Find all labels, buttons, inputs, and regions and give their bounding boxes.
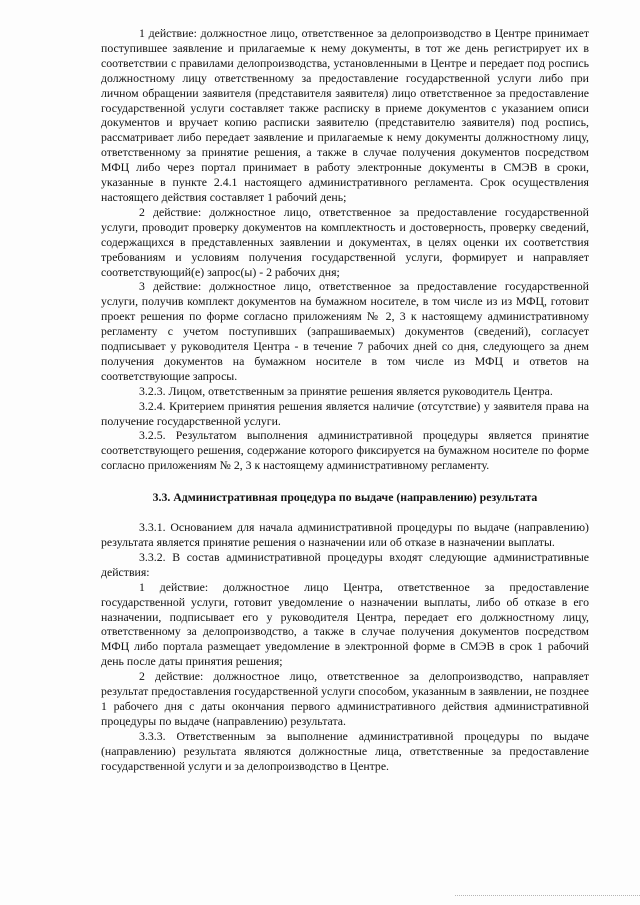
paragraph-3-2-4: 3.2.4. Критерием принятия решения является наличие (отсутствие) у заявителя права на получение государственной услуги. xyxy=(101,398,589,428)
paragraph-3-3-1: 3.3.1. Основанием для начала административной процедуры по выдаче (направлению) результата является принятие решения о назначении или об отказе в назначении выплаты. xyxy=(101,520,589,549)
paragraph-3-2-3: 3.2.3. Лицом, ответственным за принятие решения является руководитель Центра. xyxy=(139,383,553,398)
paragraph-3-3-2-action-1: 1 действие: должностное лицо Центра, ответственное за предоставление государственной услуги, готовит уведомление о назначении выплаты, либо об отказе в его назначении, подписывает его у руководителя Центра, передает его должностному лицу, ответственному за делопроизводство, а также в случае получения документов посредством МФЦ либо портала размещает уведомление в электронной форме в СМЭВ в срок 1 рабочий день после даты принятия решения; xyxy=(101,579,589,669)
paragraph-3-3-2-action-2: 2 действие: должностное лицо, ответственное за делопроизводство, направляет результат предоставления государственной услуги способом, указанным в заявлении, не позднее 1 рабочего дня с даты окончания первого административного действия административной процедуры по выдаче (направлению) результата. xyxy=(101,669,589,728)
paragraph-3-3-3: 3.3.3. Ответственным за выполнение административной процедуры по выдаче (направлению) результата являются должностные лица, ответственные за предоставление государственной услуги и за делопроизводство в Центре. xyxy=(101,728,589,773)
document-body xyxy=(101,26,589,774)
section-heading-3-3: 3.3. Административная процедура по выдаче (направлению) результата xyxy=(152,490,538,505)
scan-edge-line xyxy=(455,895,640,896)
paragraph-3-2-5: 3.2.5. Результатом выполнения административной процедуры является принятие соответствующего решения, содержание которого фиксируется на бумажном носителе по форме согласно приложениям № 2, 3 к настоящему административному регламенту. xyxy=(101,428,589,473)
paragraph-action-2: 2 действие: должностное лицо, ответственное за предоставление государственной услуги, проводит проверку документов на комплектность и достоверность, проверку сведений, содержащихся в представленных заявлении и документах, в целях оценки их соответствия требованиям и условиям получения государственной услуги, формирует и направляет соответствующий(е) запрос(ы) - 2 рабочих дня; xyxy=(101,204,589,279)
paragraph-action-1: 1 действие: должностное лицо, ответственное за делопроизводство в Центре принимает поступившее заявление и прилагаемые к нему документы, в тот же день регистрирует их в соответствии с правилами делопроизводства, установленными в Центре и передает под роспись должностному лицу ответственному за предоставление государственной услуги либо при личном обращении заявителя (представителя заявителя) лицо ответственное за предоставление государственной услуги составляет также расписку в приеме документов с указанием описи документов и вручает копию расписки заявителю (представителю заявителя) под роспись, рассматривает либо передает заявление и прилагаемые к нему документы должностному лицу, ответственному за принятие решения, а также в случае получения документов посредством МФЦ либо через портал принимает в работу электронные документы в СМЭВ в сроки, указанные в пункте 2.4.1 настоящего административного регламента. Срок осуществления настоящего действия составляет 1 рабочий день; xyxy=(101,26,589,204)
paragraph-action-3: 3 действие: должностное лицо, ответственное за предоставление государственной услуги, получив комплект документов на бумажном носителе, в том числе из из МФЦ, готовит проект решения по форме согласно приложениям № 2, 3 к настоящему административному регламенту с учетом поступивших (запрашиваемых) документов (сведений), согласует подписывает у руководителя Центра - в течение 7 рабочих дней со дня, следующего за днем получения документов на бумажном носителе в том числе из МФЦ и ответов на соответствующие запросы. xyxy=(101,279,589,383)
paragraph-3-3-2: 3.3.2. В состав административной процедуры входят следующие административные действия: xyxy=(101,549,589,579)
